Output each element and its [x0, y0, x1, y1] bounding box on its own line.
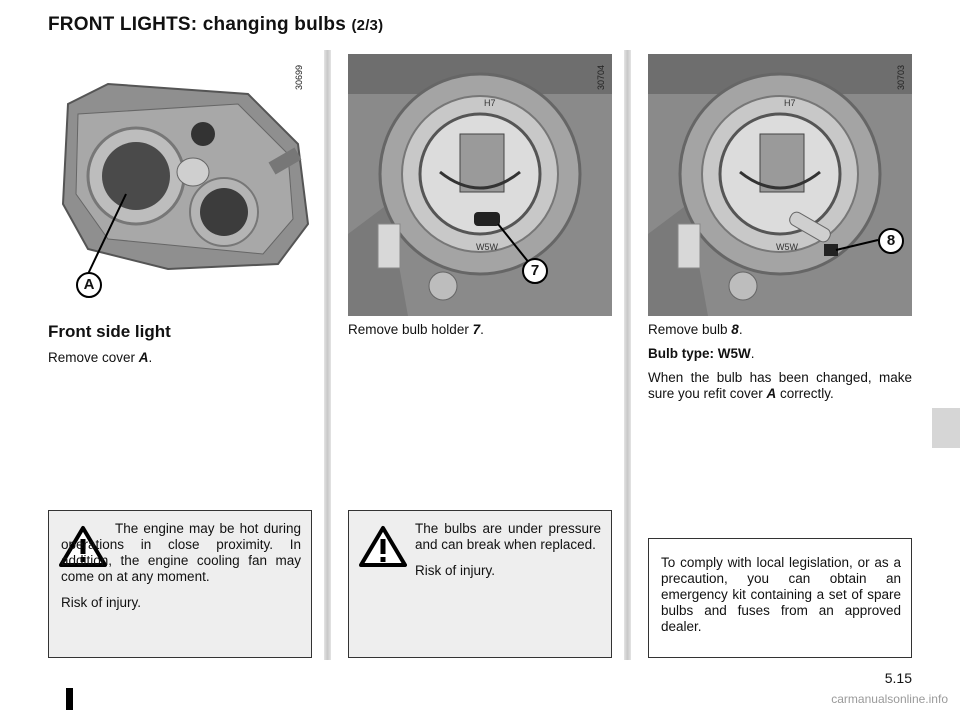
column-divider — [324, 50, 331, 660]
info-text: To comply with local legislation, or as a precaution, you can obtain an emergency kit containing a set of spare bulbs and fuses from an approved dealer. — [661, 555, 901, 634]
callout-8: 8 — [878, 228, 904, 254]
info-box — [648, 538, 912, 658]
instruction-text — [648, 322, 912, 410]
crop-mark — [66, 688, 73, 710]
section-heading: Front side light — [48, 322, 171, 341]
title-part: (2/3) — [351, 17, 384, 34]
bulb-type-line: Bulb type: W5W. — [648, 346, 755, 361]
warning-box — [348, 510, 612, 658]
warning-text: The bulbs are under pressure and can break when replaced. Risk of injury. — [415, 521, 601, 578]
bulb-holder-photo — [348, 54, 612, 316]
chapter-tab — [932, 408, 960, 448]
photo-code: 30704 — [596, 64, 606, 90]
column-divider — [624, 50, 631, 660]
warning-triangle-icon — [359, 525, 407, 567]
side-bulb-photo — [648, 54, 912, 316]
page-number: 5.15 — [884, 670, 912, 686]
refit-line: When the bulb has been changed, make sure you refit cover A correctly. — [648, 370, 912, 401]
svg-text:W5W: W5W — [776, 242, 798, 252]
callout-a: A — [76, 272, 102, 298]
svg-text:H7: H7 — [484, 98, 496, 108]
instruction-text: Remove bulb holder 7. — [348, 322, 484, 337]
warning-box — [48, 510, 312, 658]
warning-text: The engine may be hot during operations in close proximity. In addition, the engine cooling fan may come on at any moment. Risk of injury. — [61, 521, 301, 610]
headlight-photo — [48, 54, 310, 304]
instruction-text: Remove cover A. — [48, 350, 153, 365]
callout-7: 7 — [522, 258, 548, 284]
svg-text:W5W: W5W — [476, 242, 498, 252]
svg-text:H7: H7 — [784, 98, 796, 108]
photo-code: 30699 — [294, 64, 304, 90]
photo-code: 30703 — [896, 64, 906, 90]
page-title: FRONT LIGHTS: changing bulbs (2/3) — [48, 14, 384, 35]
watermark: carmanualsonline.info — [831, 692, 948, 706]
instruction-line: Remove bulb 8. — [648, 322, 743, 337]
